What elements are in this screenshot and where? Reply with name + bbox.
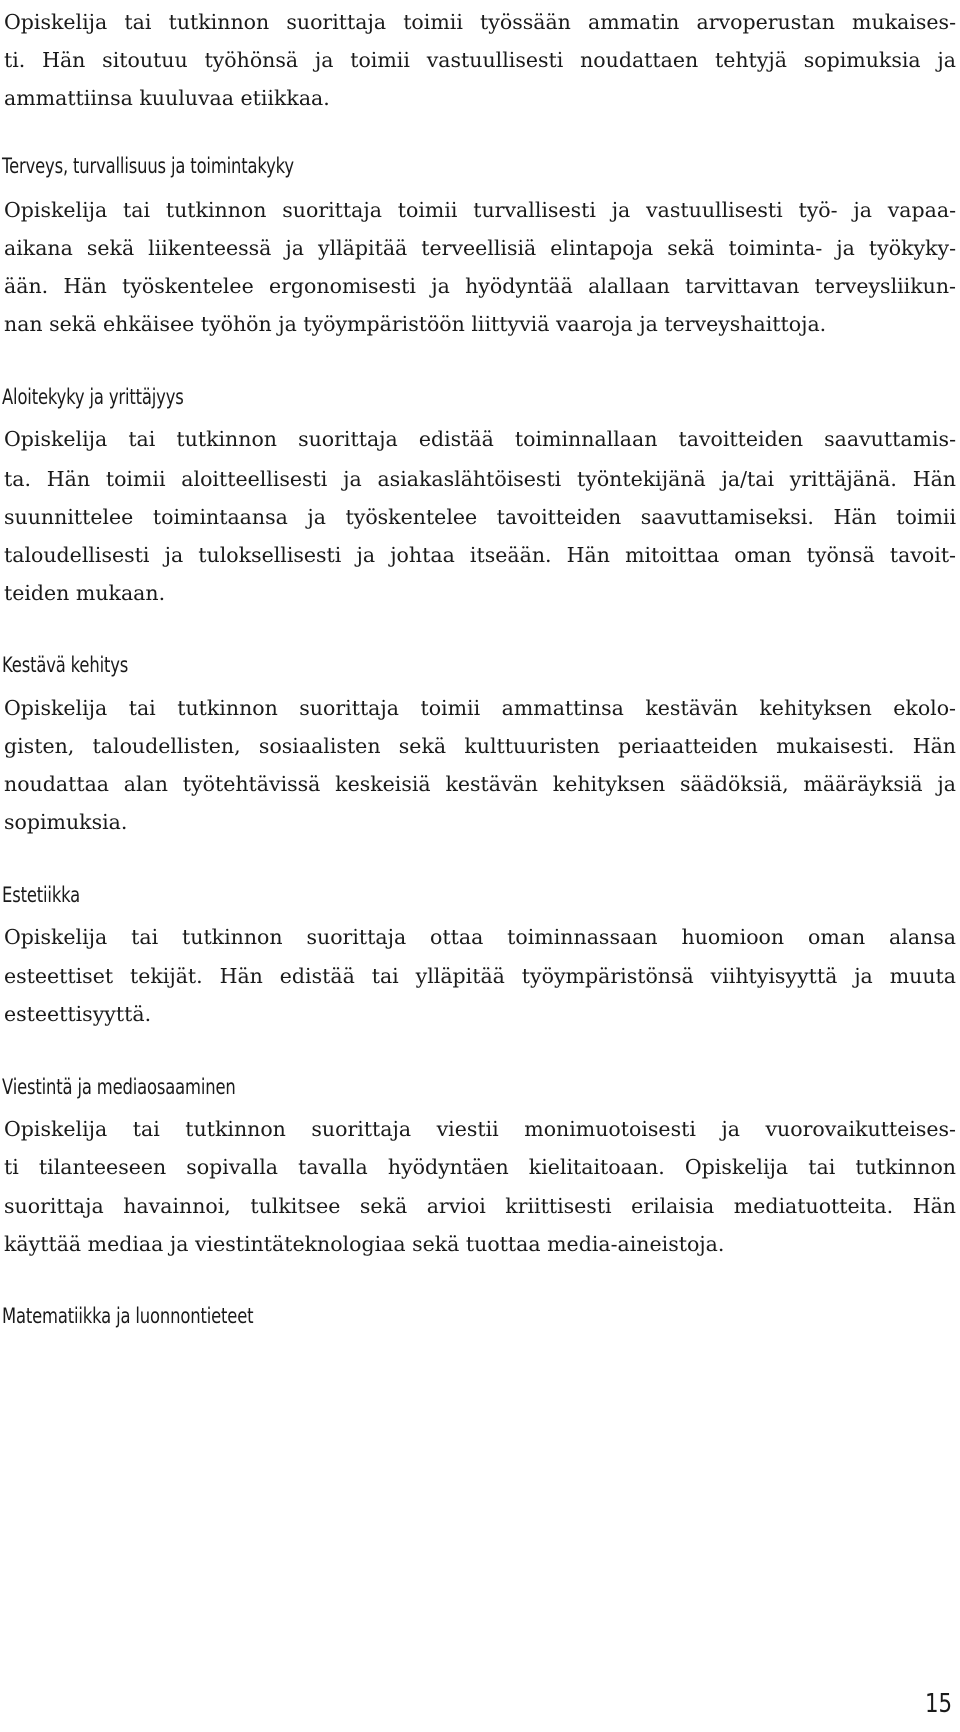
paragraph-line: gisten, taloudellisten, sosiaalisten sekä kulttuuristen periaatteiden mukaisesti. Hän [4, 734, 956, 758]
paragraph-line: nan sekä ehkäisee työhön ja työympäristöön liittyviä vaaroja ja terveyshaittoja. [4, 312, 827, 336]
intro-line: ammattiinsa kuuluvaa etiikkaa. [4, 86, 330, 110]
intro-line: Opiskelija tai tutkinnon suorittaja toimii työssään ammatin arvoperustan mukaises- [4, 10, 956, 34]
paragraph-line: teiden mukaan. [4, 581, 166, 605]
paragraph-line: ti tilanteeseen sopivalla tavalla hyödyntäen kielitaitoaan. Opiskelija tai tutkinnon [4, 1155, 956, 1179]
paragraph-line: suorittaja havainnoi, tulkitsee sekä arvioi kriittisesti erilaisia mediatuotteita. Hän [4, 1194, 956, 1218]
section-heading: Matematiikka ja luonnontieteet [2, 1304, 254, 1328]
paragraph-line: ään. Hän työskentelee ergonomisesti ja hyödyntää alallaan tarvittavan terveysliikun- [4, 274, 956, 298]
paragraph-line: Opiskelija tai tutkinnon suorittaja toimii ammattinsa kestävän kehityksen ekolo- [4, 696, 956, 720]
paragraph-line: Opiskelija tai tutkinnon suorittaja viestii monimuotoisesti ja vuorovaikutteises- [4, 1117, 956, 1141]
paragraph-line: esteettiset tekijät. Hän edistää tai ylläpitää työympäristönsä viihtyisyyttä ja muuta [4, 964, 956, 988]
paragraph-line: aikana sekä liikenteessä ja ylläpitää terveellisiä elintapoja sekä toiminta- ja työkyky- [4, 236, 956, 260]
intro-line: ti. Hän sitoutuu työhönsä ja toimii vastuullisesti noudattaen tehtyjä sopimuksia ja [4, 48, 956, 72]
paragraph-line: Opiskelija tai tutkinnon suorittaja toimii turvallisesti ja vastuullisesti työ- ja vapaa- [4, 198, 956, 222]
section-heading: Terveys, turvallisuus ja toimintakyky [2, 154, 294, 178]
paragraph-line: suunnittelee toimintaansa ja työskentelee tavoitteiden saavuttamiseksi. Hän toimii [4, 505, 956, 529]
paragraph-line: käyttää mediaa ja viestintäteknologiaa sekä tuottaa media-aineistoja. [4, 1232, 725, 1256]
paragraph-line: Opiskelija tai tutkinnon suorittaja ottaa toiminnassaan huomioon oman alansa [4, 925, 956, 949]
section-heading: Kestävä kehitys [2, 653, 129, 677]
paragraph-line: esteettisyyttä. [4, 1002, 152, 1026]
page-number: 15 [924, 1689, 952, 1719]
section-heading: Estetiikka [2, 883, 81, 907]
paragraph-line: taloudellisesti ja tuloksellisesti ja johtaa itseään. Hän mitoittaa oman työnsä tavoit- [4, 543, 956, 567]
paragraph-line: sopimuksia. [4, 810, 128, 834]
section-heading: Aloitekyky ja yrittäjyys [2, 385, 184, 409]
paragraph-line: Opiskelija tai tutkinnon suorittaja edistää toiminnallaan tavoitteiden saavuttamis- [4, 427, 956, 451]
paragraph-line: ta. Hän toimii aloitteellisesti ja asiakaslähtöisesti työntekijänä ja/tai yrittäjänä. Hän [4, 467, 956, 491]
paragraph-line: noudattaa alan työtehtävissä keskeisiä kestävän kehityksen säädöksiä, määräyksiä ja [4, 772, 956, 796]
section-heading: Viestintä ja mediaosaaminen [2, 1075, 236, 1099]
